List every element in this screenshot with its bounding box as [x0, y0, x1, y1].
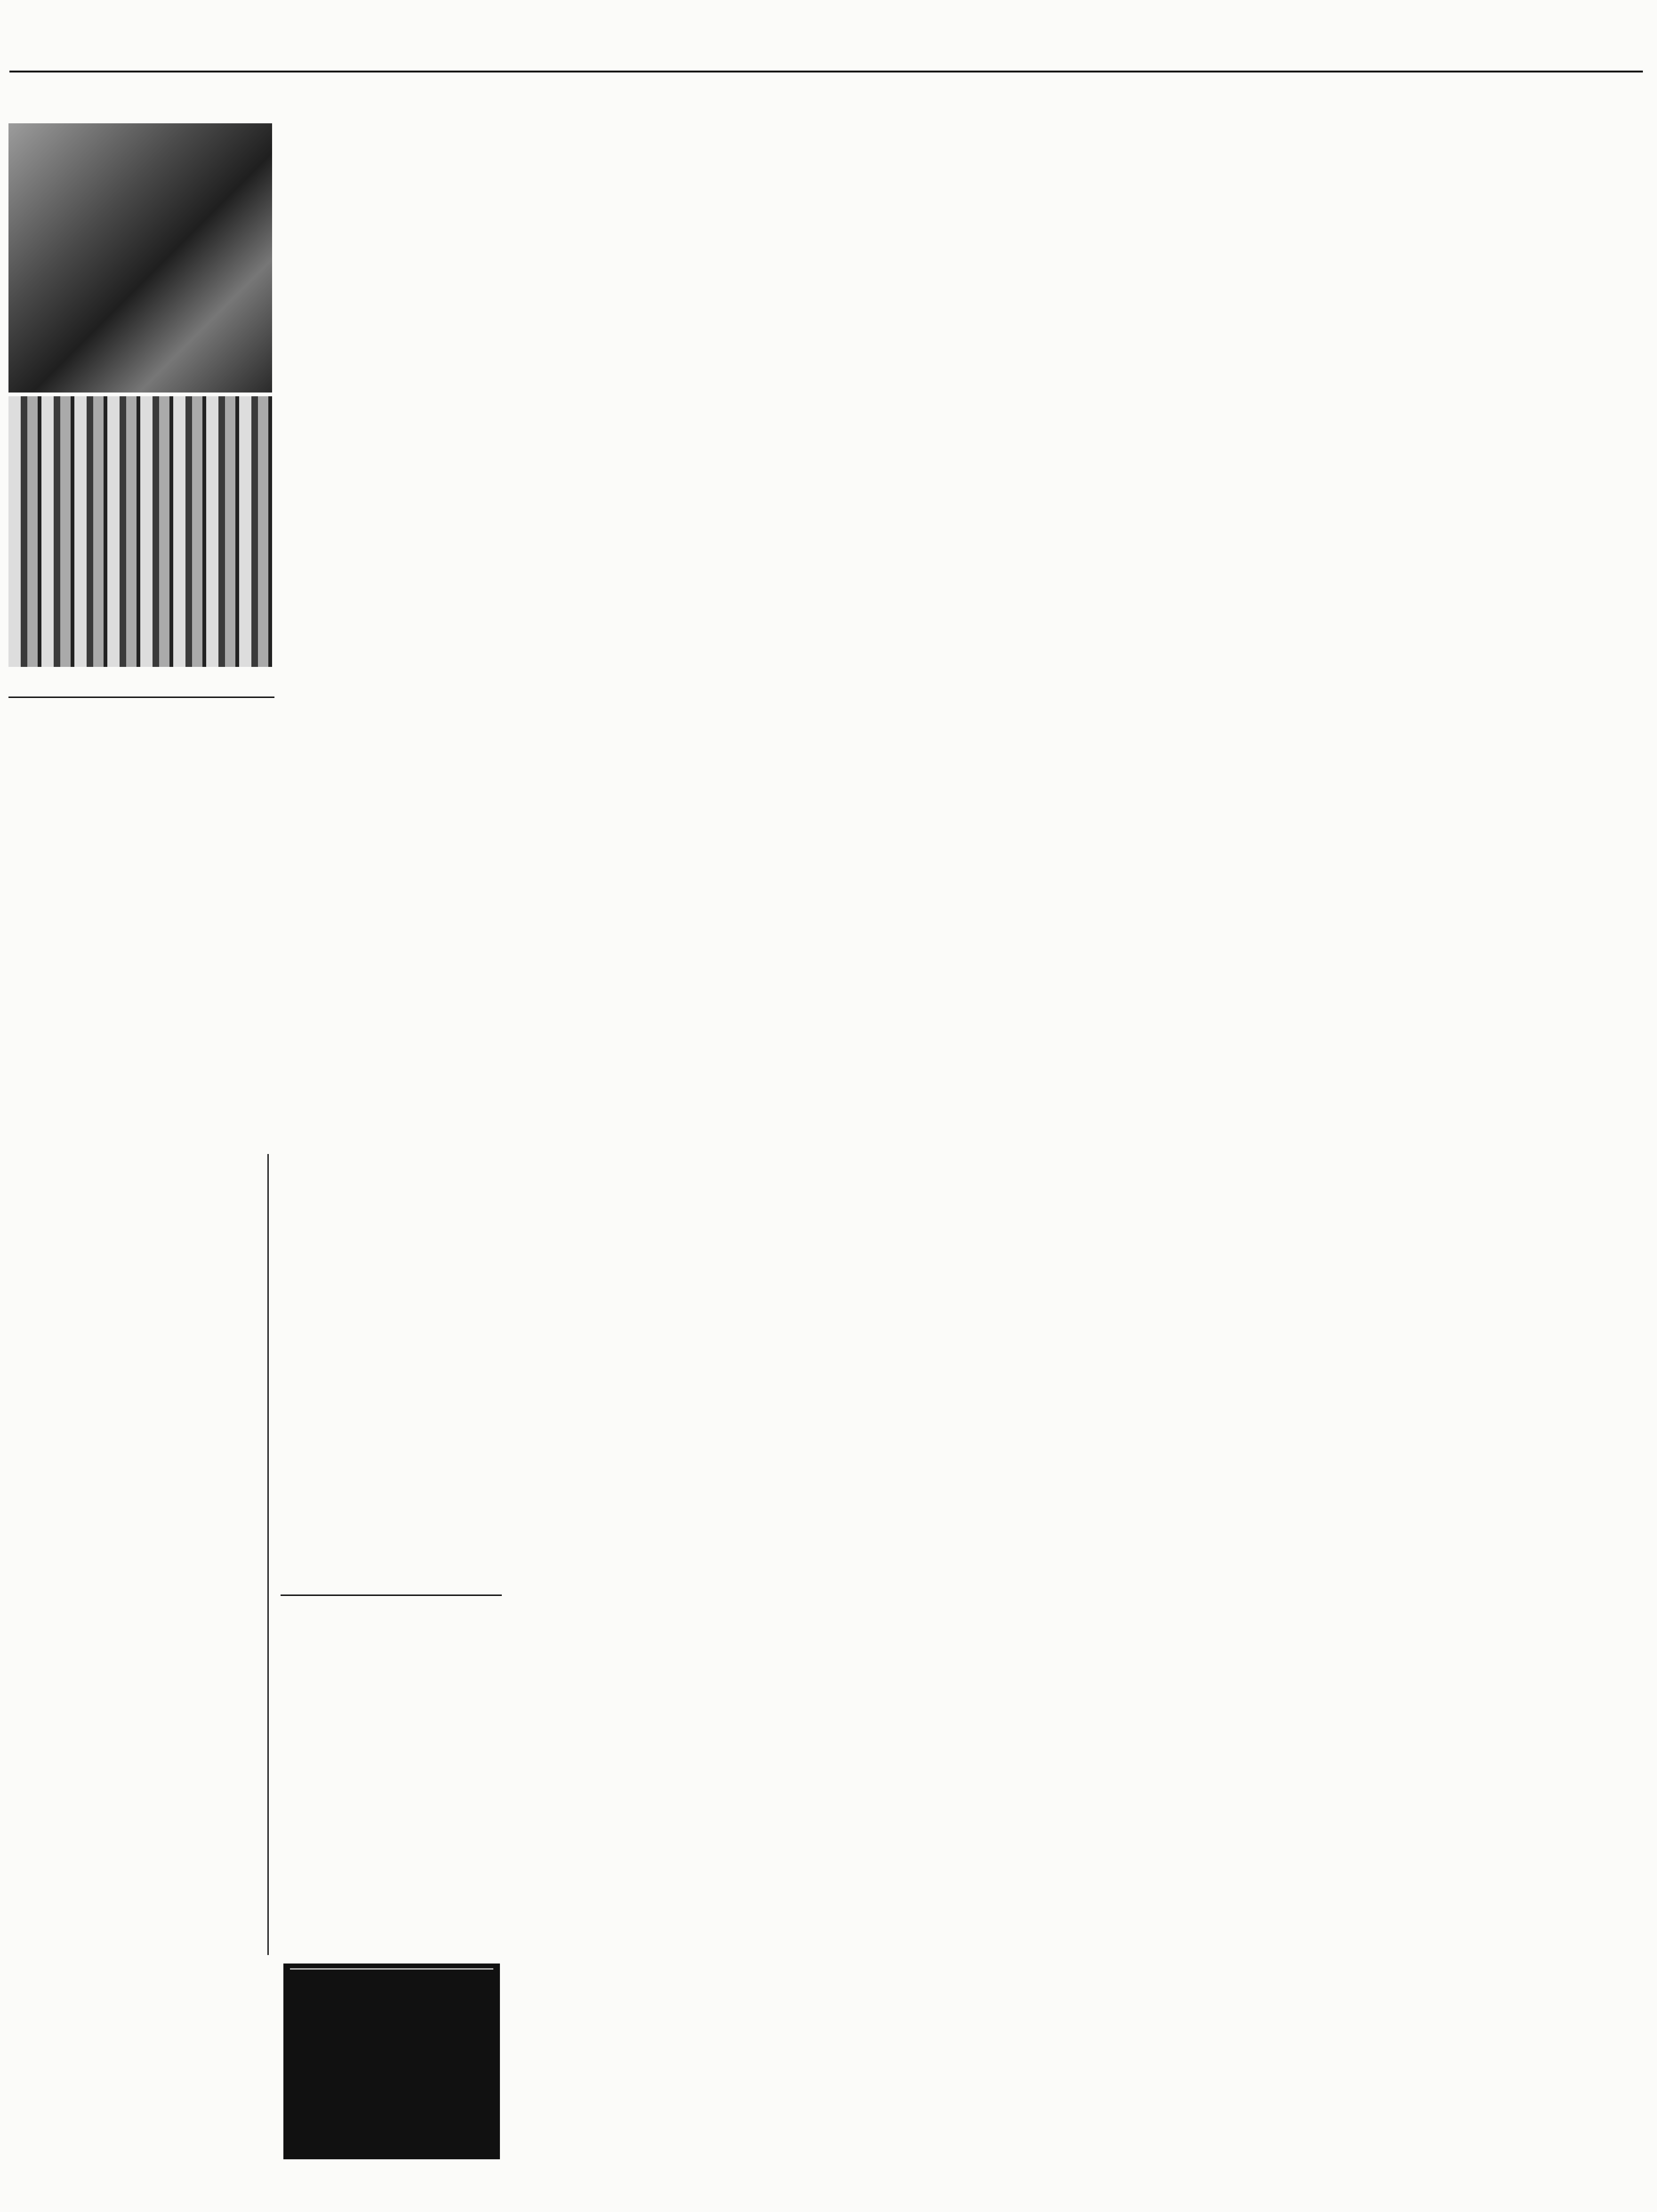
section-rule	[281, 1595, 502, 1596]
article-column-a	[15, 729, 268, 740]
jewelry-advertisement	[283, 1964, 500, 2159]
news-photo-top	[8, 123, 272, 393]
caption-rule	[8, 697, 274, 698]
ad-rule	[290, 1968, 493, 1970]
sidebar-box-rule	[267, 1154, 521, 1955]
header-rule	[9, 71, 1643, 72]
article-column-b	[277, 123, 518, 136]
news-photo-bottom	[8, 396, 272, 667]
